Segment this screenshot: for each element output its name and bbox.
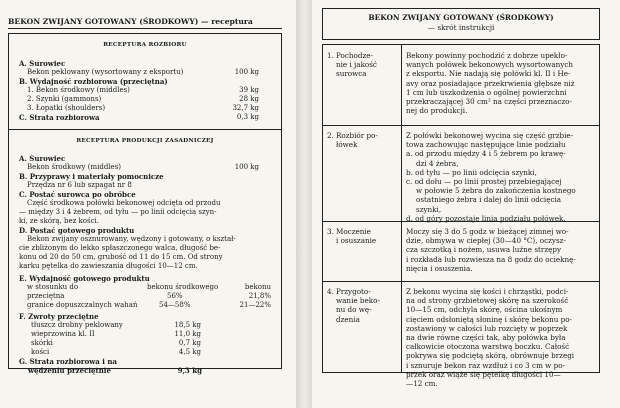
s2-d-line-3 (9, 253, 281, 262)
section-title-rozbioru: RECEPTURA ROZBIORU (103, 42, 187, 48)
s2-f2-row (9, 330, 281, 339)
s1-c-label: C. Strata rozbiorowa (19, 113, 100, 122)
s2-d-line-1 (9, 235, 281, 244)
s2-c-label: C. Postać surowca po obróbce (19, 190, 136, 199)
row-text-line: z eksportu. Nie nadają się połówki kl. II i He- (406, 69, 571, 79)
s2-c-line-text: Część środkowa połówki bekonowej odcięta od przodu (27, 199, 221, 207)
s2-a-row (9, 154, 281, 163)
s2-a1-text: Bekon środkowy (middles) (27, 163, 122, 171)
row-text-line: dzie, obmywa w ciepłej (30—40 °C), oczysz- (406, 236, 566, 246)
row-text-line: na od strony grzbietowej skórę na szerokość (406, 296, 569, 306)
row-text-line: nej do produkcji. (406, 106, 468, 116)
row-text-line: Moczy się 3 do 5 godz w bieżącej zimnej wo- (406, 227, 569, 236)
s2-e-r1-text: przeciętna (27, 292, 65, 300)
s1-b2-text: 2. Szynki (gammons) (27, 95, 102, 103)
s1-b2-row (9, 95, 281, 104)
s2-f3-row (9, 339, 281, 348)
right-page (312, 0, 620, 408)
s2-a1-row (9, 163, 281, 172)
recipe-box (8, 33, 282, 369)
s1-b1-row (9, 86, 281, 95)
row-text-line: —12 cm. (406, 379, 438, 389)
s1-a-row (9, 59, 281, 68)
row-label-line: Pochodze- (336, 51, 373, 60)
row-4-number: 4. (327, 287, 334, 296)
row-text-line: pokrywa się podciętą skórą, obrównuje brzegi (406, 351, 575, 361)
s2-e-col1: bekonu środkowego (147, 283, 219, 291)
s1-b3-value: 32,7 kg (232, 104, 259, 112)
row-text-line: w połowie 5 żebra do zakończenia kostnego (416, 186, 576, 196)
s2-e-r2 (9, 301, 281, 310)
column-divider (401, 45, 402, 372)
s2-c-line-2 (9, 208, 281, 217)
row-text-line: całkowicie otoczona warstwą boczku. Całość (406, 342, 570, 352)
s2-f-row (9, 312, 281, 321)
s2-e-r2-v1: 54—58% (159, 301, 191, 309)
row-text-line: c. od dołu — po linii prostej przebiegającej (406, 177, 562, 187)
row-label-line: i osuszanie (336, 236, 377, 246)
row-1-number: 1. (327, 51, 334, 60)
s2-b-label: B. Przyprawy i materiały pomocnicze (19, 172, 164, 181)
s1-b1-value: 39 kg (239, 86, 259, 94)
s2-f-label: F. Zwroty przeciętne (19, 312, 99, 321)
row-divider-1 (323, 125, 599, 126)
s1-b3-text: 3. Łopatki (shoulders) (27, 104, 106, 112)
s2-b1-row (9, 181, 281, 190)
s2-e-r2-text: granice dopuszczalnych wahań (27, 301, 138, 309)
row-1-label (336, 51, 400, 79)
row-text-line: Z bekonu wycina się kości i chrząstki, podci- (406, 287, 569, 296)
s2-g-row-1 (9, 357, 281, 366)
s2-f2-text: wieprzowina kl. II (31, 330, 95, 338)
row-label-line: surowca (336, 69, 367, 79)
row-label-line: Rozbiór po- (336, 131, 378, 140)
s2-f4-value: 4,5 kg (178, 348, 201, 356)
s2-d-line-4 (9, 262, 281, 271)
row-text-line: d. od góry pozostaje linia podziału połówek. (406, 213, 566, 223)
row-text-line: na dwie równe części tak, aby połówka była (406, 333, 566, 343)
row-2-text (406, 131, 596, 223)
row-text-line: zostawiony w całości lub rozcięty w poprzek (406, 323, 568, 333)
s2-f4-row (9, 348, 281, 357)
row-label-line: nie i jakość (336, 60, 377, 70)
s2-g-label-2: wędzeniu przeciętnie (28, 366, 111, 375)
row-4-label (336, 287, 400, 324)
row-text-line: Bekony powinny pochodzić z dobrze upekło- (406, 51, 568, 60)
row-text-line: a. od przodu między 4 i 5 żebrem po krawę- (406, 149, 566, 159)
s2-f3-text: skórki (31, 339, 53, 347)
s2-b1-text: Przędza nr 6 lub szpagat nr 8 (27, 181, 132, 189)
row-text-line: przek oraz wiąże się pętelkę długości 10— (406, 369, 561, 379)
s1-a-label: A. Surowiec (19, 59, 66, 68)
s2-c-line-text: ki, ze skórą, bez kości. (19, 217, 99, 225)
row-text-line: b. od tyłu — po linii odcięcia szynki, (406, 167, 537, 177)
row-2-label (336, 131, 400, 149)
row-text-line: dzi 4 żebra, (416, 158, 459, 168)
s2-c-line-1 (9, 199, 281, 208)
s2-d-row (9, 226, 281, 235)
row-text-line: 1 cm lub uszkodzenia o ogólnej powierzchni (406, 87, 567, 97)
row-label-line: Moczenie (336, 227, 371, 236)
row-text-line: avy oraz posiadające przekrwienia głębsze niż (406, 78, 575, 88)
right-header-sub: — skrót instrukcji (427, 23, 495, 32)
s2-f4-text: kości (31, 348, 50, 356)
s2-d-line-text: Bekon zwijany osznurowany, wędzony i gotowany, o kształ- (27, 235, 236, 243)
book-gutter (296, 0, 312, 408)
left-page-header: BEKON ZWIJANY GOTOWANY (ŚRODKOWY) — receptura (8, 8, 282, 29)
instruction-table (322, 44, 600, 389)
s2-e-r1 (9, 292, 281, 301)
s2-g-label-1: G. Strata rozbiorowa i na (19, 357, 117, 366)
s1-a1-row (9, 68, 281, 77)
row-text-line: ostatniego żebra i dalej do linii odcięcia (416, 195, 562, 205)
row-1-text (406, 51, 596, 115)
row-4-text (406, 287, 596, 388)
s2-a-label: A. Surowiec (19, 154, 66, 163)
row-text-line: towa zachowując następujące linie podziału (406, 140, 566, 150)
s2-d-line-2 (9, 244, 281, 253)
row-text-line: cięciem odsłoniętą słoninę i skórę bekonu po- (406, 314, 572, 324)
s1-a1-value: 100 kg (234, 68, 259, 76)
row-text-line: wanych połówek bekonowych wysortowanych (406, 60, 574, 70)
s1-c-row (9, 113, 281, 122)
s2-e-r2-v2: 21—22% (239, 301, 271, 309)
s2-f1-row (9, 321, 281, 330)
row-text-line: cza szczotką i nożem, usuwa luźne strzępy (406, 245, 562, 255)
right-header-title: BEKON ZWIJANY GOTOWANY (ŚRODKOWY) (368, 13, 554, 22)
row-label-line: wanie beko- (336, 296, 380, 306)
row-3-label (336, 227, 400, 245)
row-text-line: i rozkłada lub rozwiesza na 8 godz do ocieknę- (406, 254, 576, 264)
s2-f1-text: tłuszcz drobny peklowany (31, 321, 123, 329)
s2-e-sub: w stosunku do (27, 283, 79, 291)
row-label-line: nu do wę- (336, 305, 372, 315)
row-label-line: dzenia (336, 314, 360, 324)
row-text-line: szynki, (416, 204, 442, 214)
s2-g-row-2 (8, 366, 282, 375)
s2-c-line-3 (9, 217, 281, 226)
s1-c-value: 0,3 kg (236, 113, 259, 121)
row-3-number: 3. (327, 227, 334, 236)
row-text-line: 10—15 cm, odchyla skórę, ościna ukośnym (406, 305, 563, 315)
s2-d-label: D. Postać gotowego produktu (19, 226, 135, 235)
s2-f3-value: 0,7 kg (178, 339, 201, 347)
s2-b-row (9, 172, 281, 181)
section-title-zasadniczej: RECEPTURA PRODUKCJI ZASADNICZEJ (76, 138, 214, 144)
s2-g-value: 9,3 kg (177, 366, 202, 375)
row-text-line: przekraczającej 30 cm² na części przeznaczo- (406, 97, 572, 107)
section-divider (9, 129, 281, 130)
s1-b-label: B. Wydajność rozbiorowa (przeciętna) (19, 77, 168, 86)
row-text-line: nięcia i osuszenia. (406, 263, 473, 273)
s1-a1-text: Bekon peklowany (wysortowany z eksportu) (27, 68, 184, 76)
s2-f2-value: 11,0 kg (174, 330, 201, 338)
right-page-header (322, 8, 600, 40)
s2-e-row (9, 274, 281, 283)
row-label-line: Przygoto- (336, 287, 371, 296)
row-2-number: 2. (327, 131, 334, 140)
s2-d-line-text: cie zbliżonym do lekko spłaszczonego walca, długość be- (19, 244, 221, 252)
s2-d-line-text: karku pętelka do zawieszania długości 10—12 cm. (19, 262, 198, 270)
s2-e-label: E. Wydajność gotowego produktu (19, 274, 150, 283)
row-text-line: Z połówki bekonowej wycina się część grzbie- (406, 131, 574, 140)
row-text-line: i sznuruje bekon raz wzdłuż i co 3 cm w po- (406, 360, 565, 370)
s2-d-line-text: konu od 20 do 50 cm, grubość od 11 do 15 cm. Od strony (19, 253, 223, 261)
s2-c-row (9, 190, 281, 199)
s2-c-line-text: — między 3 i 4 żebrem, od tyłu — po linii odcięcia szyn- (19, 208, 217, 216)
s1-b1-text: 1. Bekon środkowy (middles) (27, 86, 130, 94)
s1-b2-value: 28 kg (239, 95, 259, 103)
row-3-text (406, 227, 596, 273)
s1-b-row (9, 77, 281, 86)
s1-b3-row (9, 104, 281, 113)
s2-e-col2: bekonu (244, 283, 271, 291)
left-page (0, 0, 296, 408)
row-label-line: łówek (336, 140, 358, 150)
s2-a1-value: 100 kg (234, 163, 259, 171)
s2-e-head-row (9, 283, 281, 292)
s2-e-r1-v2: 21,8% (248, 292, 271, 300)
row-divider-3 (323, 281, 599, 282)
s2-e-r1-v1: 56% (167, 292, 183, 300)
s2-f1-value: 18,5 kg (174, 321, 201, 329)
